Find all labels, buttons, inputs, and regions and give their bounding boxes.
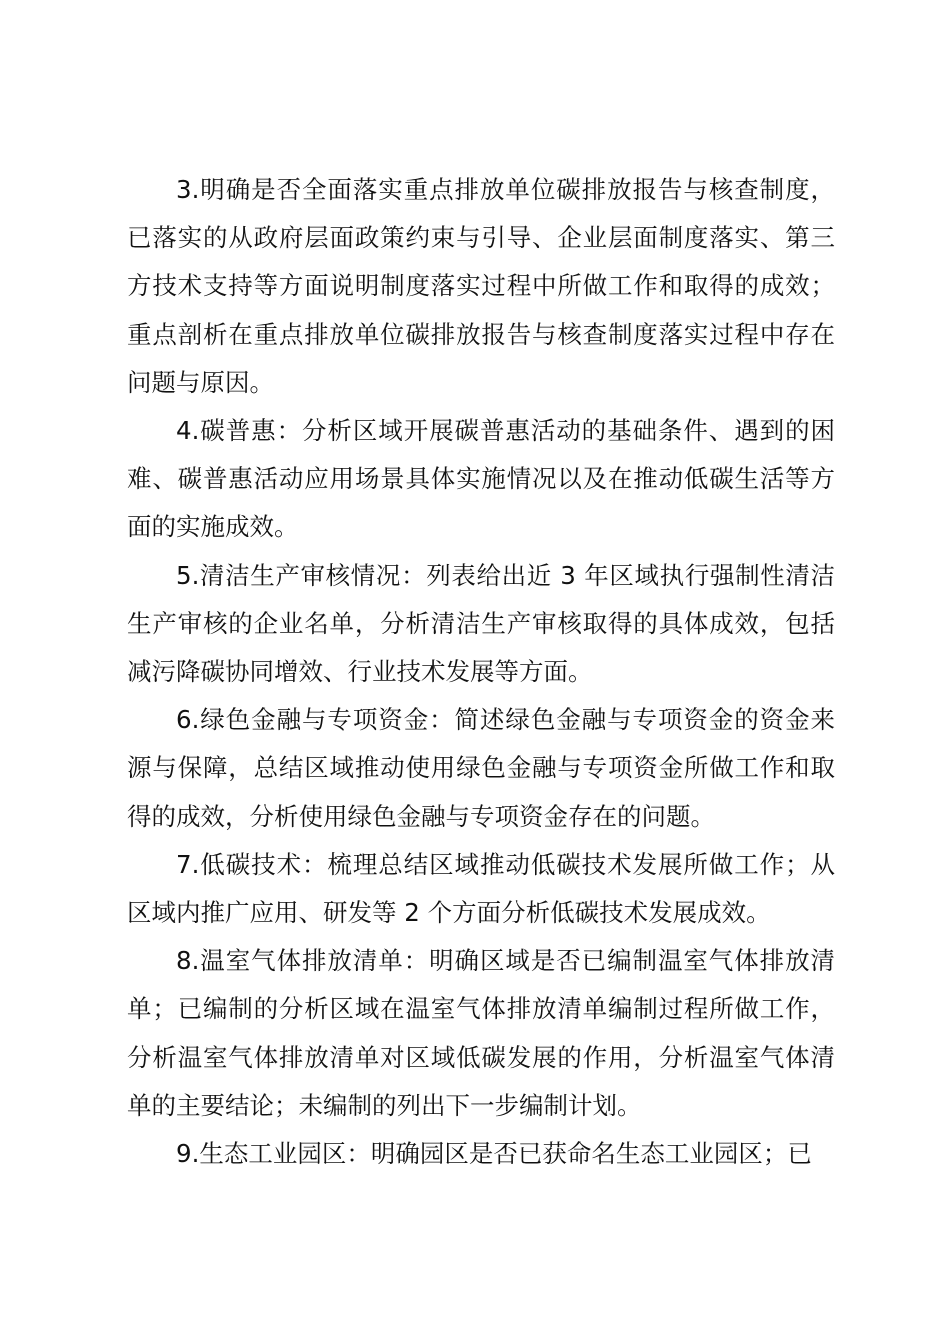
paragraph-low-carbon-tech: 7.低碳技术：梳理总结区域推动低碳技术发展所做工作；从区域内推广应用、研发等 2 个方面分析低碳技术发展成效。 [127,849,835,928]
paragraph-cleaner-production: 5.清洁生产审核情况：列表给出近 3 年区域执行强制性清洁生产审核的企业名单，分析清洁生产审核取得的具体成效，包括减污降碳协同增效、行业技术发展等方面。 [127,560,835,687]
paragraph-eco-industrial-park: 9.生态工业园区：明确园区是否已获命名生态工业园区；已 [176,1139,812,1169]
paragraph-carbon-reporting: 3.明确是否全面落实重点排放单位碳排放报告与核查制度，已落实的从政府层面政策约束与引导、企业层面制度落实、第三方技术支持等方面说明制度落实过程中所做工作和取得的成效；重点剖析在重点排放单位碳排放报告与核查制度落实过程中存在问题与原因。 [127,175,835,397]
paragraph-ghg-inventory: 8.温室气体排放清单：明确区域是否已编制温室气体排放清单；已编制的分析区域在温室气体排放清单编制过程所做工作，分析温室气体排放清单对区域低碳发展的作用，分析温室气体清单的主要结论；未编制的列出下一步编制计划。 [127,946,835,1120]
document-body [127,166,835,1178]
paragraph-carbon-inclusion: 4.碳普惠：分析区域开展碳普惠活动的基础条件、遇到的困难、碳普惠活动应用场景具体实施情况以及在推动低碳生活等方面的实施成效。 [127,416,835,542]
paragraph-green-finance: 6.绿色金融与专项资金：简述绿色金融与专项资金的资金来源与保障，总结区域推动使用绿色金融与专项资金所做工作和取得的成效，分析使用绿色金融与专项资金存在的问题。 [127,705,835,831]
